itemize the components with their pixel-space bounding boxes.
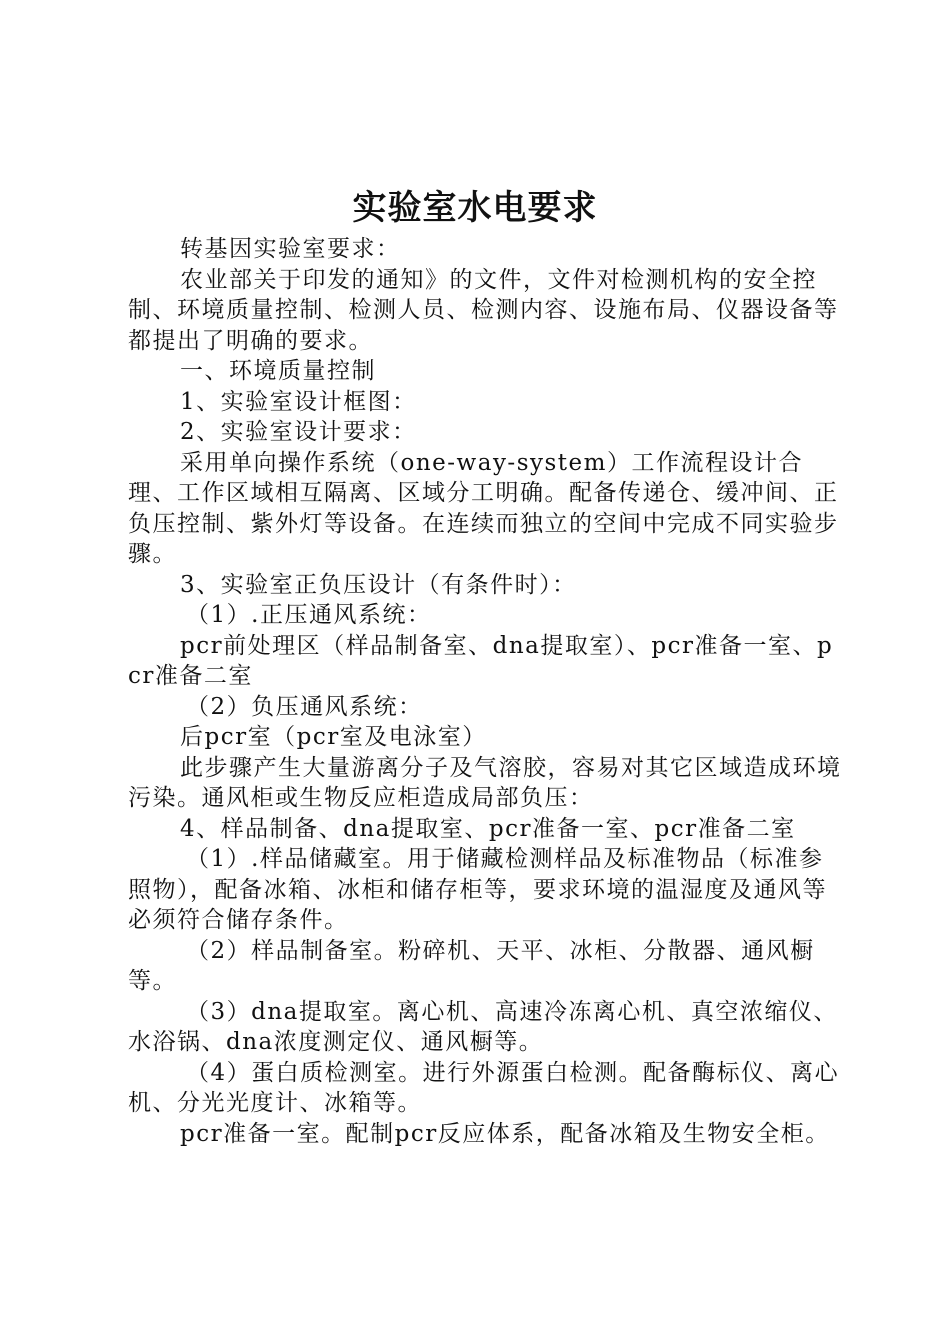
paragraph-one-way-system: 采用单向操作系统（one-way-system）工作流程设计合理、工作区域相互隔离、区域分工明确。配备传递仓、缓冲间、正负压控制、紫外灯等设备。在连续而独立的空间中完成不同实验步骤。 bbox=[128, 449, 839, 567]
heading-environment-control: 一、环境质量控制 bbox=[180, 358, 376, 384]
paragraph-intro: 转基因实验室要求： bbox=[180, 236, 401, 262]
heading-negative-pressure: （2）负压通风系统： bbox=[186, 693, 423, 720]
heading-pressure-design: 3、实验室正负压设计（有条件时）： bbox=[180, 571, 577, 598]
heading-positive-pressure: （1）.正压通风系统： bbox=[186, 602, 432, 628]
heading-design-diagram: 1、实验室设计框图： bbox=[180, 388, 417, 415]
paragraph-sample-storage: （1）.样品储藏室。用于储藏检测样品及标准物品（标准参照物），配备冰箱、冰柜和储存柜等，要求环境的温湿度及通风等必须符合储存条件。 bbox=[128, 846, 827, 933]
paragraph-post-pcr: 后pcr室（pcr室及电泳室） bbox=[180, 724, 487, 750]
paragraph-protein-detection: （4）蛋白质检测室。进行外源蛋白检测。配备酶标仪、离心机、分光光度计、冰箱等。 bbox=[128, 1059, 840, 1116]
paragraph-pcr-prep-room: pcr准备一室。配制pcr反应体系，配备冰箱及生物安全柜。 bbox=[180, 1120, 830, 1147]
heading-design-requirements: 2、实验室设计要求： bbox=[180, 419, 417, 445]
paragraph-aerosol: 此步骤产生大量游离分子及气溶胶，容易对其它区域造成环境污染。通风柜或生物反应柜造成局部负压： bbox=[128, 754, 842, 811]
paragraph-notice: 农业部关于印发的通知》的文件，文件对检测机构的安全控制、环境质量控制、检测人员、检测内容、设施布局、仪器设备等都提出了明确的要求。 bbox=[128, 266, 839, 354]
document-body bbox=[128, 234, 844, 1149]
paragraph-dna-extraction: （3）dna提取室。离心机、高速冷冻离心机、真空浓缩仪、水浴锅、dna浓度测定仪、通风橱等。 bbox=[128, 998, 838, 1055]
heading-sample-prep: 4、样品制备、dna提取室、pcr准备一室、pcr准备二室 bbox=[180, 815, 796, 842]
document-title: 实验室水电要求 bbox=[352, 188, 598, 228]
paragraph-sample-prep-room: （2）样品制备室。粉碎机、天平、冰柜、分散器、通风橱等。 bbox=[128, 937, 815, 994]
paragraph-positive-pressure-rooms: pcr前处理区（样品制备室、dna提取室）、pcr准备一室、pcr准备二室 bbox=[128, 632, 834, 689]
